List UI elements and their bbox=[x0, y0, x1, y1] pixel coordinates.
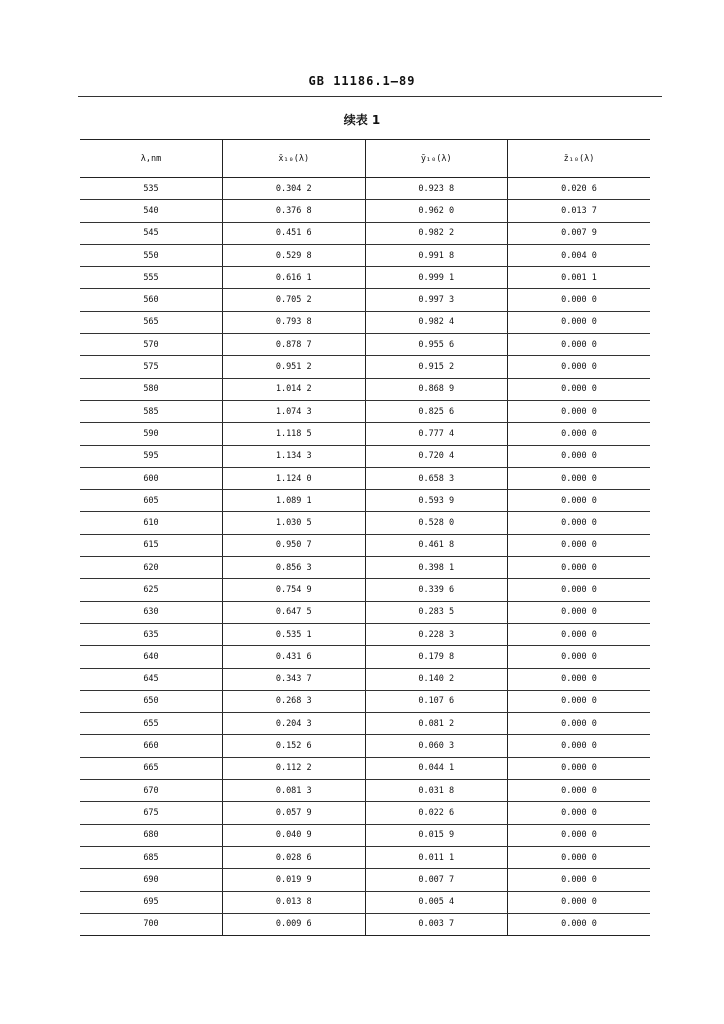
cell-x10: 0.529 8 bbox=[223, 244, 366, 266]
cell-z10: 0.000 0 bbox=[508, 668, 651, 690]
cell-z10: 0.000 0 bbox=[508, 334, 651, 356]
table-row bbox=[80, 289, 650, 311]
cell-y10: 0.179 8 bbox=[365, 646, 508, 668]
cell-z10: 0.000 0 bbox=[508, 601, 651, 623]
cell-y10: 0.011 1 bbox=[365, 846, 508, 868]
cell-wavelength: 620 bbox=[80, 557, 223, 579]
table-row bbox=[80, 601, 650, 623]
cell-y10: 0.955 6 bbox=[365, 334, 508, 356]
cell-z10: 0.000 0 bbox=[508, 891, 651, 913]
cell-wavelength: 570 bbox=[80, 334, 223, 356]
table-caption: 续表 1 bbox=[343, 113, 381, 127]
cell-z10: 0.000 0 bbox=[508, 713, 651, 735]
cell-x10: 1.074 3 bbox=[223, 400, 366, 422]
cell-x10: 0.705 2 bbox=[223, 289, 366, 311]
standard-header: GB 11186.1—89 bbox=[308, 74, 416, 88]
cell-y10: 0.991 8 bbox=[365, 244, 508, 266]
cell-x10: 0.950 7 bbox=[223, 534, 366, 556]
table-row bbox=[80, 557, 650, 579]
cell-y10: 0.022 6 bbox=[365, 802, 508, 824]
cell-z10: 0.000 0 bbox=[508, 735, 651, 757]
cell-x10: 0.616 1 bbox=[223, 267, 366, 289]
cell-z10: 0.000 0 bbox=[508, 289, 651, 311]
cell-z10: 0.000 0 bbox=[508, 846, 651, 868]
cell-y10: 0.003 7 bbox=[365, 913, 508, 935]
cell-wavelength: 565 bbox=[80, 311, 223, 333]
cell-y10: 0.283 5 bbox=[365, 601, 508, 623]
cell-x10: 0.951 2 bbox=[223, 356, 366, 378]
table-row bbox=[80, 334, 650, 356]
cell-wavelength: 555 bbox=[80, 267, 223, 289]
cell-z10: 0.000 0 bbox=[508, 400, 651, 422]
cell-wavelength: 600 bbox=[80, 467, 223, 489]
cell-y10: 0.398 1 bbox=[365, 557, 508, 579]
cell-wavelength: 675 bbox=[80, 802, 223, 824]
table-row bbox=[80, 356, 650, 378]
cell-x10: 0.057 9 bbox=[223, 802, 366, 824]
table-row bbox=[80, 713, 650, 735]
cell-y10: 0.997 3 bbox=[365, 289, 508, 311]
cell-y10: 0.593 9 bbox=[365, 490, 508, 512]
cell-z10: 0.000 0 bbox=[508, 512, 651, 534]
cell-wavelength: 590 bbox=[80, 423, 223, 445]
cell-y10: 0.962 0 bbox=[365, 200, 508, 222]
cell-y10: 0.339 6 bbox=[365, 579, 508, 601]
table-row bbox=[80, 200, 650, 222]
cell-x10: 0.019 9 bbox=[223, 869, 366, 891]
cell-z10: 0.013 7 bbox=[508, 200, 651, 222]
cell-y10: 0.015 9 bbox=[365, 824, 508, 846]
table-row bbox=[80, 780, 650, 802]
cell-x10: 0.451 6 bbox=[223, 222, 366, 244]
cell-y10: 0.720 4 bbox=[365, 445, 508, 467]
cell-y10: 0.007 7 bbox=[365, 869, 508, 891]
color-matching-table bbox=[80, 139, 650, 936]
cell-y10: 0.031 8 bbox=[365, 780, 508, 802]
cell-wavelength: 635 bbox=[80, 623, 223, 645]
cell-wavelength: 690 bbox=[80, 869, 223, 891]
cell-wavelength: 640 bbox=[80, 646, 223, 668]
cell-x10: 1.124 0 bbox=[223, 467, 366, 489]
cell-z10: 0.000 0 bbox=[508, 579, 651, 601]
cell-z10: 0.000 0 bbox=[508, 623, 651, 645]
table-row bbox=[80, 512, 650, 534]
table-row bbox=[80, 668, 650, 690]
cell-y10: 0.140 2 bbox=[365, 668, 508, 690]
table-row bbox=[80, 846, 650, 868]
cell-x10: 0.647 5 bbox=[223, 601, 366, 623]
cell-x10: 1.089 1 bbox=[223, 490, 366, 512]
cell-wavelength: 650 bbox=[80, 690, 223, 712]
cell-x10: 1.134 3 bbox=[223, 445, 366, 467]
cell-z10: 0.000 0 bbox=[508, 913, 651, 935]
cell-x10: 1.118 5 bbox=[223, 423, 366, 445]
cell-y10: 0.825 6 bbox=[365, 400, 508, 422]
cell-wavelength: 560 bbox=[80, 289, 223, 311]
cell-x10: 1.014 2 bbox=[223, 378, 366, 400]
cell-x10: 1.030 5 bbox=[223, 512, 366, 534]
table-row bbox=[80, 802, 650, 824]
table-row bbox=[80, 623, 650, 645]
cell-z10: 0.000 0 bbox=[508, 445, 651, 467]
cell-y10: 0.915 2 bbox=[365, 356, 508, 378]
cell-x10: 0.268 3 bbox=[223, 690, 366, 712]
table-row bbox=[80, 913, 650, 935]
cell-y10: 0.923 8 bbox=[365, 178, 508, 200]
cell-x10: 0.204 3 bbox=[223, 713, 366, 735]
cell-wavelength: 595 bbox=[80, 445, 223, 467]
cell-wavelength: 655 bbox=[80, 713, 223, 735]
cell-wavelength: 630 bbox=[80, 601, 223, 623]
table-row bbox=[80, 400, 650, 422]
cell-y10: 0.777 4 bbox=[365, 423, 508, 445]
table-row bbox=[80, 222, 650, 244]
table-row bbox=[80, 490, 650, 512]
header-rule bbox=[78, 96, 662, 97]
table-row bbox=[80, 735, 650, 757]
cell-y10: 0.044 1 bbox=[365, 757, 508, 779]
column-header-z10: z̄₁₀(λ) bbox=[508, 140, 651, 178]
cell-x10: 0.535 1 bbox=[223, 623, 366, 645]
cell-z10: 0.000 0 bbox=[508, 824, 651, 846]
table-body bbox=[80, 178, 650, 936]
cell-wavelength: 680 bbox=[80, 824, 223, 846]
cell-z10: 0.000 0 bbox=[508, 534, 651, 556]
cell-z10: 0.000 0 bbox=[508, 802, 651, 824]
cell-wavelength: 685 bbox=[80, 846, 223, 868]
table-row bbox=[80, 178, 650, 200]
cell-wavelength: 550 bbox=[80, 244, 223, 266]
cell-z10: 0.004 0 bbox=[508, 244, 651, 266]
column-header-wavelength: λ,nm bbox=[80, 140, 223, 178]
cell-wavelength: 580 bbox=[80, 378, 223, 400]
cell-z10: 0.000 0 bbox=[508, 490, 651, 512]
table-row bbox=[80, 757, 650, 779]
cell-x10: 0.793 8 bbox=[223, 311, 366, 333]
cell-y10: 0.658 3 bbox=[365, 467, 508, 489]
cell-wavelength: 660 bbox=[80, 735, 223, 757]
cell-x10: 0.343 7 bbox=[223, 668, 366, 690]
cell-z10: 0.000 0 bbox=[508, 423, 651, 445]
cell-x10: 0.040 9 bbox=[223, 824, 366, 846]
cell-wavelength: 545 bbox=[80, 222, 223, 244]
cell-wavelength: 695 bbox=[80, 891, 223, 913]
cell-wavelength: 610 bbox=[80, 512, 223, 534]
cell-z10: 0.001 1 bbox=[508, 267, 651, 289]
cell-y10: 0.982 2 bbox=[365, 222, 508, 244]
table-row bbox=[80, 579, 650, 601]
cell-wavelength: 575 bbox=[80, 356, 223, 378]
cell-wavelength: 670 bbox=[80, 780, 223, 802]
cell-y10: 0.868 9 bbox=[365, 378, 508, 400]
cell-x10: 0.878 7 bbox=[223, 334, 366, 356]
table-row bbox=[80, 824, 650, 846]
cell-y10: 0.081 2 bbox=[365, 713, 508, 735]
cell-x10: 0.376 8 bbox=[223, 200, 366, 222]
cell-y10: 0.228 3 bbox=[365, 623, 508, 645]
column-header-x10: x̄₁₀(λ) bbox=[223, 140, 366, 178]
table-row bbox=[80, 378, 650, 400]
table-row bbox=[80, 445, 650, 467]
cell-x10: 0.304 2 bbox=[223, 178, 366, 200]
table-row bbox=[80, 311, 650, 333]
cell-y10: 0.528 0 bbox=[365, 512, 508, 534]
cell-z10: 0.000 0 bbox=[508, 780, 651, 802]
cell-z10: 0.000 0 bbox=[508, 869, 651, 891]
cell-y10: 0.999 1 bbox=[365, 267, 508, 289]
cell-wavelength: 615 bbox=[80, 534, 223, 556]
cell-wavelength: 605 bbox=[80, 490, 223, 512]
cell-x10: 0.754 9 bbox=[223, 579, 366, 601]
table-header-row bbox=[80, 140, 650, 178]
cell-wavelength: 535 bbox=[80, 178, 223, 200]
cell-z10: 0.000 0 bbox=[508, 311, 651, 333]
cell-y10: 0.060 3 bbox=[365, 735, 508, 757]
cell-z10: 0.000 0 bbox=[508, 757, 651, 779]
cell-x10: 0.028 6 bbox=[223, 846, 366, 868]
cell-z10: 0.000 0 bbox=[508, 356, 651, 378]
cell-z10: 0.007 9 bbox=[508, 222, 651, 244]
cell-z10: 0.020 6 bbox=[508, 178, 651, 200]
cell-wavelength: 625 bbox=[80, 579, 223, 601]
cell-z10: 0.000 0 bbox=[508, 467, 651, 489]
cell-y10: 0.982 4 bbox=[365, 311, 508, 333]
cell-x10: 0.856 3 bbox=[223, 557, 366, 579]
cell-z10: 0.000 0 bbox=[508, 378, 651, 400]
cell-x10: 0.431 6 bbox=[223, 646, 366, 668]
cell-z10: 0.000 0 bbox=[508, 646, 651, 668]
cell-wavelength: 585 bbox=[80, 400, 223, 422]
column-header-y10: ȳ₁₀(λ) bbox=[365, 140, 508, 178]
table-row bbox=[80, 423, 650, 445]
cell-x10: 0.009 6 bbox=[223, 913, 366, 935]
cell-wavelength: 540 bbox=[80, 200, 223, 222]
cell-wavelength: 645 bbox=[80, 668, 223, 690]
cell-z10: 0.000 0 bbox=[508, 557, 651, 579]
cell-x10: 0.013 8 bbox=[223, 891, 366, 913]
table-row bbox=[80, 244, 650, 266]
table-row bbox=[80, 646, 650, 668]
table-row bbox=[80, 267, 650, 289]
cell-y10: 0.461 8 bbox=[365, 534, 508, 556]
table-row bbox=[80, 891, 650, 913]
table-row bbox=[80, 869, 650, 891]
table-row bbox=[80, 690, 650, 712]
table-row bbox=[80, 534, 650, 556]
cell-wavelength: 665 bbox=[80, 757, 223, 779]
table-row bbox=[80, 467, 650, 489]
cell-y10: 0.005 4 bbox=[365, 891, 508, 913]
cell-y10: 0.107 6 bbox=[365, 690, 508, 712]
cell-x10: 0.081 3 bbox=[223, 780, 366, 802]
cell-x10: 0.152 6 bbox=[223, 735, 366, 757]
cell-z10: 0.000 0 bbox=[508, 690, 651, 712]
cell-x10: 0.112 2 bbox=[223, 757, 366, 779]
cell-wavelength: 700 bbox=[80, 913, 223, 935]
